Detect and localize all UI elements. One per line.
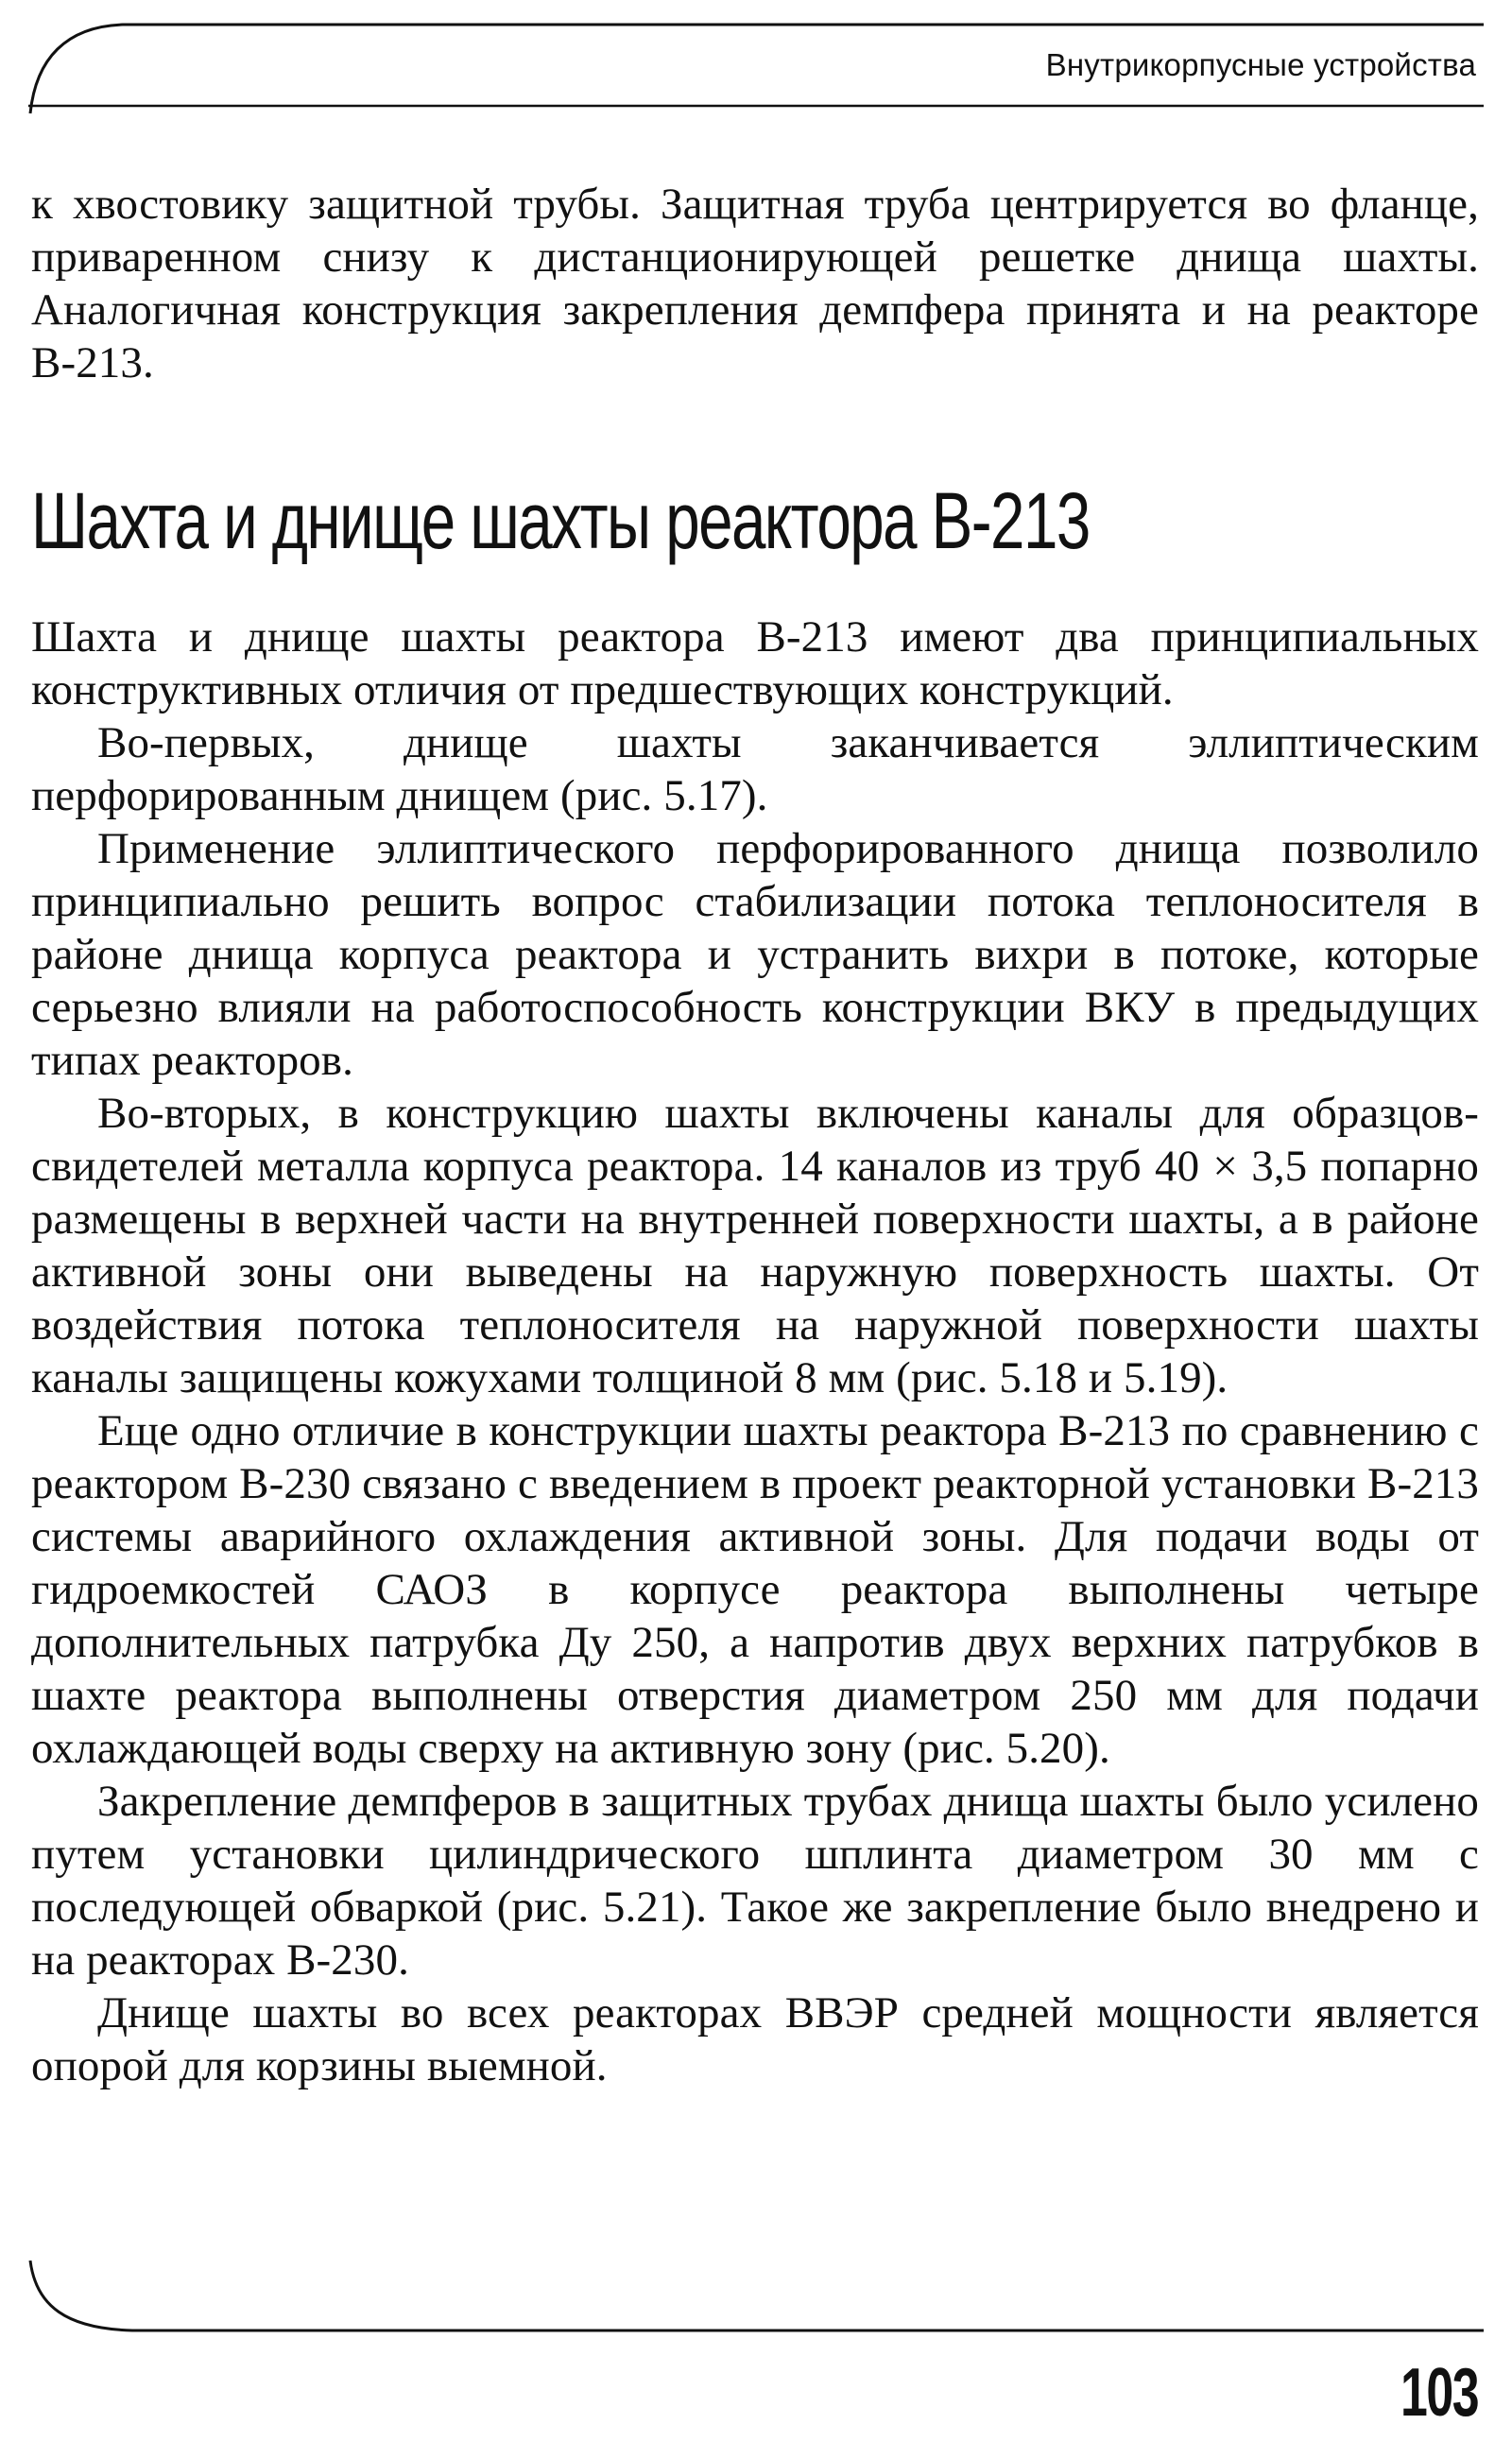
footer-rule <box>28 2259 1484 2334</box>
paragraph-3: Применение эллиптического перфорированного днища позволило принципиально решить вопрос стабилизации потока теплоносителя в районе днища корпуса реактора и устранить вихри в потоке, которые серьезно влияли на работоспособность конструкции ВКУ в предыдущих типах реакторов. <box>31 824 1479 1085</box>
paragraph-5: Еще одно отличие в конструкции шахты реактора В-213 по сравнению с реактором В-230 связано с введением в проект реакторной установки В-213 системы аварийного охлаждения активной зоны. Для подачи воды от гидроемкостей САОЗ в корпусе реактора выполнены четыре дополнительных патрубка Ду 250, а напротив двух верхних патрубков в шахте реактора выполнены отверстия диаметром 250 мм для подачи охлаждающей воды сверху на активную зону (рис. 5.20). <box>31 1406 1479 1773</box>
intro-paragraph: к хвостовику защитной трубы. Защитная труба центрируется во фланце, приваренном снизу к дистанционирующей решетке днища шахты. Аналогичная конструкция закрепления демпфера принята и на реакторе В-213. <box>31 180 1479 387</box>
running-head: Внутрикорпусные устройства <box>1045 47 1476 82</box>
section-body <box>31 610 1479 2092</box>
paragraph-4: Во-вторых, в конструкцию шахты включены каналы для образцов-свидетелей металла корпуса реактора. 14 каналов из труб 40 × 3,5 попарно размещены в верхней части на внутренней поверхности шахты, а в районе активной зоны они выведены на наружную поверхность шахты. От воздействия потока теплоносителя на наружной поверхности шахты каналы защищены кожухами толщиной 8 мм (рис. 5.18 и 5.19). <box>31 1089 1479 1402</box>
paragraph-6: Закрепление демпферов в защитных трубах днища шахты было усилено путем установки цилиндрического шплинта диаметром 30 мм с последующей обваркой (рис. 5.21). Такое же закрепление было внедрено и на реакторах В-230. <box>31 1777 1479 1985</box>
paragraph-7: Днище шахты во всех реакторах ВВЭР средней мощности является опорой для корзины выемной. <box>31 1988 1479 2090</box>
page-number: 103 <box>1400 2355 1478 2431</box>
paragraph-2: Во-первых, днище шахты заканчивается эллиптическим перфорированным днищем (рис. 5.17). <box>31 718 1479 820</box>
intro-block <box>31 178 1479 389</box>
paragraph-1: Шахта и днище шахты реактора В-213 имеют два принципиальных конструктивных отличия от предшествующих конструкций. <box>31 612 1479 714</box>
section-heading: Шахта и днище шахты реактора В-213 <box>31 476 1090 565</box>
